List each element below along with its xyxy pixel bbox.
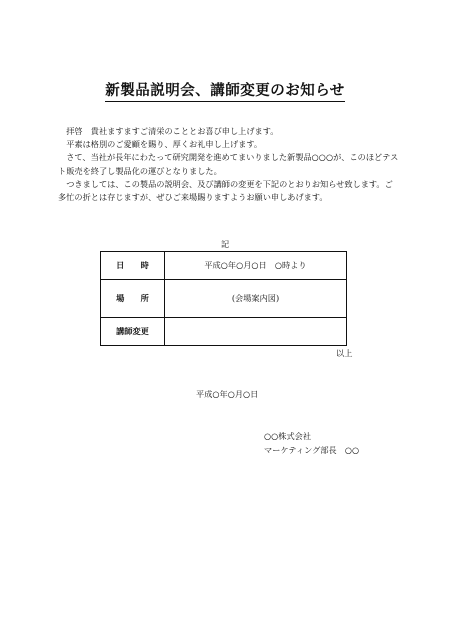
company-name: ○○株式会社 [264, 431, 312, 441]
thanks-paragraph: 平素は格別のご愛顧を賜り、厚くお礼申し上げます。 [66, 139, 263, 150]
notice-paragraph: つきましては、この製品の説明会、及び講師の変更を下記のとおりお知らせ致します。ご多忙の折とは存じますが、ぜひご来場賜りますようお願い申しあげます。 [58, 178, 393, 203]
datetime-label: 日 時 [101, 252, 165, 280]
sender-block [264, 429, 359, 457]
instructor-change-label: 講師変更 [101, 318, 165, 346]
ki-heading: 記 [221, 239, 230, 249]
location-label: 場 所 [101, 280, 165, 318]
location-value: (会場案内図) [165, 280, 347, 318]
closing-ijou: 以上 [336, 348, 353, 358]
letter-body [58, 125, 400, 204]
instructor-change-value [165, 318, 347, 346]
details-table [100, 251, 347, 346]
table-row-datetime [101, 252, 347, 280]
announcement-paragraph: さて、当社が長年にわたって研究開発を進めてまいりました新製品○○○が、このほどテスト販売を終了し製品化の運びとなりました。 [58, 152, 399, 176]
signer-name: マーケティング部長 ○○ [264, 445, 360, 455]
table-row-location [101, 280, 347, 318]
issue-date: 平成○年○月○日 [196, 389, 259, 399]
document-title-text: 新製品説明会、講師変更のお知らせ [105, 79, 345, 102]
datetime-value: 平成○年○月○日 ○時より [165, 252, 347, 280]
table-row-instructor [101, 318, 347, 346]
greeting-paragraph: 拝啓 貴社ますますご清栄のこととお喜び申し上げます。 [66, 126, 279, 136]
document-title [0, 79, 450, 102]
